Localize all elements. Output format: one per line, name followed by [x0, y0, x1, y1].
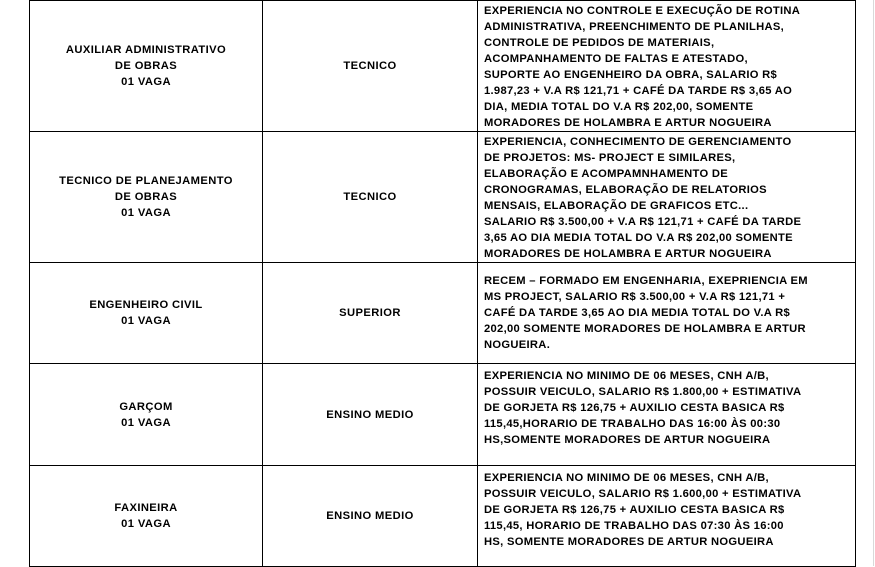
description-line: CRONOGRAMAS, ELABORAÇÃO DE RELATORIOS [484, 184, 767, 196]
education-level: TECNICO [343, 60, 397, 72]
job-title-cell [30, 263, 263, 364]
description-line: HS, SOMENTE MORADORES DE ARTUR NOGUEIRA [484, 536, 774, 548]
description-line: ACOMPANHAMENTO DE FALTAS E ATESTADO, [484, 53, 748, 65]
description-line: DE PROJETOS: MS- PROJECT E SIMILARES, [484, 152, 736, 164]
education-level-cell [263, 1, 478, 132]
education-level-cell [263, 132, 478, 263]
education-level-cell [263, 364, 478, 466]
job-title-cell [30, 466, 263, 567]
education-level: SUPERIOR [339, 307, 401, 319]
education-level: ENSINO MEDIO [326, 408, 414, 421]
job-vacancy-count: 01 VAGA [121, 76, 171, 88]
job-title-line: DE OBRAS [114, 191, 178, 203]
job-vacancy-count: 01 VAGA [121, 207, 171, 219]
table-row [30, 263, 856, 364]
description-line: 1.987,23 + V.A R$ 121,71 + CAFÉ DA TARDE R$ 3,65 AO [484, 85, 793, 97]
job-title-line: GARÇOM [119, 400, 173, 413]
job-title-cell [30, 132, 263, 263]
description-line: EXPERIENCIA NO CONTROLE E EXECUÇÃO DE ROTINA [484, 5, 801, 17]
description-line: MORADORES DE HOLAMBRA E ARTUR NOGUEIRA [484, 248, 772, 260]
description-line: EXPERIENCIA NO MINIMO DE 06 MESES, CNH A/B, [484, 472, 769, 484]
table-row [30, 364, 856, 466]
description-line: 3,65 AO DIA MEDIA TOTAL DO V.A R$ 202,00 SOMENTE [484, 232, 793, 244]
description-line: MORADORES DE HOLAMBRA E ARTUR NOGUEIRA [484, 117, 772, 129]
description-line: NOGUEIRA. [484, 339, 551, 351]
job-listings-table [29, 0, 856, 567]
job-title-line: TECNICO DE PLANEJAMENTO [59, 175, 233, 187]
description-line: 115,45, HORARIO DE TRABALHO DAS 07:30 ÀS 16:00 [484, 520, 784, 532]
education-level: ENSINO MEDIO [326, 510, 414, 522]
table-row [30, 466, 856, 567]
description-line: DIA, MEDIA TOTAL DO V.A R$ 202,00, SOMENTE [484, 101, 754, 113]
job-description-cell [478, 1, 856, 132]
description-line: SUPORTE AO ENGENHEIRO DA OBRA, SALARIO R$ [484, 69, 778, 81]
job-description-cell [478, 132, 856, 263]
education-level-cell [263, 263, 478, 364]
description-line: MENSAIS, ELABORAÇÃO DE GRAFICOS ETC... [484, 200, 749, 212]
description-line: POSSUIR VEICULO, SALARIO R$ 1.600,00 + ESTIMATIVA [484, 488, 802, 500]
table-row [30, 1, 856, 132]
education-level: TECNICO [343, 191, 397, 203]
table-row [30, 132, 856, 263]
description-line: CONTROLE DE PEDIDOS DE MATERIAIS, [484, 37, 715, 49]
job-description-cell [478, 466, 856, 567]
description-line: DE GORJETA R$ 126,75 + AUXILIO CESTA BASICA R$ [484, 402, 785, 414]
job-title-line: FAXINEIRA [114, 502, 178, 514]
description-line: MS PROJECT, SALARIO R$ 3.500,00 + V.A R$ 121,71 + [484, 291, 786, 303]
description-line: SALARIO R$ 3.500,00 + V.A R$ 121,71 + CAFÉ DA TARDE [484, 216, 802, 228]
job-title-line: AUXILIAR ADMINISTRATIVO [65, 44, 227, 56]
description-line: 202,00 SOMENTE MORADORES DE HOLAMBRA E ARTUR [484, 323, 806, 335]
job-title-line: DE OBRAS [114, 60, 178, 72]
job-description-cell [478, 263, 856, 364]
description-line: EXPERIENCIA, CONHECIMENTO DE GERENCIAMENTO [484, 136, 792, 148]
description-line: POSSUIR VEICULO, SALARIO R$ 1.800,00 + ESTIMATIVA [484, 386, 802, 398]
job-vacancy-count: 01 VAGA [121, 416, 171, 429]
description-line: DE GORJETA R$ 126,75 + AUXILIO CESTA BASICA R$ [484, 504, 785, 516]
job-title-cell [30, 1, 263, 132]
page-edge-divider [873, 0, 874, 566]
job-title-cell [30, 364, 263, 466]
description-line: HS,SOMENTE MORADORES DE ARTUR NOGUEIRA [484, 434, 771, 446]
description-line: 115,45,HORARIO DE TRABALHO DAS 16:00 ÀS 00:30 [484, 418, 781, 430]
description-line: EXPERIENCIA NO MINIMO DE 06 MESES, CNH A/B, [484, 370, 769, 382]
job-vacancy-count: 01 VAGA [121, 315, 171, 327]
education-level-cell [263, 466, 478, 567]
description-line: CAFÉ DA TARDE 3,65 AO DIA MEDIA TOTAL DO V.A R$ [484, 307, 791, 319]
description-line: RECEM – FORMADO EM ENGENHARIA, EXEPRIENCIA EM [484, 275, 808, 287]
job-title-line: ENGENHEIRO CIVIL [89, 299, 203, 311]
description-line: ADMINISTRATIVA, PREENCHIMENTO DE PLANILHAS, [484, 21, 785, 33]
description-line: ELABORAÇÃO E ACOMPAMNHAMENTO DE [484, 168, 729, 180]
job-vacancy-count: 01 VAGA [121, 518, 171, 530]
job-description-cell [478, 364, 856, 466]
